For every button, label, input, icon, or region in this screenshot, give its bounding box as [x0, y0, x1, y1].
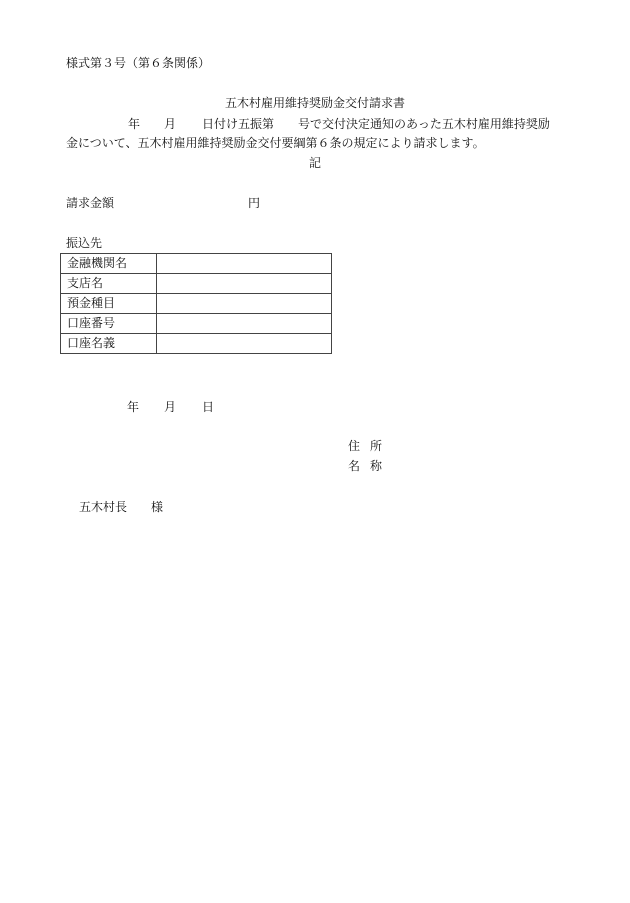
table-row: [61, 294, 332, 314]
amount-unit: 円: [248, 196, 261, 210]
table-row: [61, 314, 332, 334]
request-paragraph-line-1: [66, 116, 550, 132]
form-number: 様式第３号（第６条関係）: [66, 56, 211, 70]
document-title: 五木村雇用維持奨励金交付請求書: [224, 96, 405, 110]
account-number-label: 口座番号: [61, 314, 157, 334]
date-day-label: 日: [202, 400, 215, 414]
date-year-label: 年: [127, 400, 140, 414]
para-month-label: 月: [164, 117, 177, 131]
para-year-label: 年: [128, 117, 141, 131]
applicant-address-label: 住所: [348, 439, 393, 453]
addressee-name: 五木村長: [79, 500, 128, 514]
transfer-destination-label: 振込先: [66, 236, 103, 250]
table-row: [61, 334, 332, 354]
account-number-field[interactable]: [157, 314, 332, 334]
amount-label: 請求金額: [66, 196, 115, 210]
account-type-field[interactable]: [157, 294, 332, 314]
table-row: [61, 274, 332, 294]
applicant-name-label: 名称: [348, 459, 393, 473]
request-paragraph-line-2: 金について、五木村雇用維持奨励金交付要綱第６条の規定により請求します。: [66, 136, 485, 150]
addressee: [79, 499, 163, 515]
para-decision-notice: 号で交付決定通知のあった五木村雇用維持奨励: [298, 117, 550, 131]
branch-name-label: 支店名: [61, 274, 157, 294]
account-holder-label: 口座名義: [61, 334, 157, 354]
table-row: [61, 254, 332, 274]
account-type-label: 預金種目: [61, 294, 157, 314]
branch-name-field[interactable]: [157, 274, 332, 294]
record-mark: 記: [308, 156, 321, 170]
bank-name-label: 金融機関名: [61, 254, 157, 274]
addressee-honorific: 様: [151, 500, 164, 514]
bank-account-table: [60, 253, 332, 354]
bank-name-field[interactable]: [157, 254, 332, 274]
date-month-label: 月: [164, 400, 177, 414]
account-holder-field[interactable]: [157, 334, 332, 354]
para-date-reference: 日付け五振第: [202, 117, 275, 131]
